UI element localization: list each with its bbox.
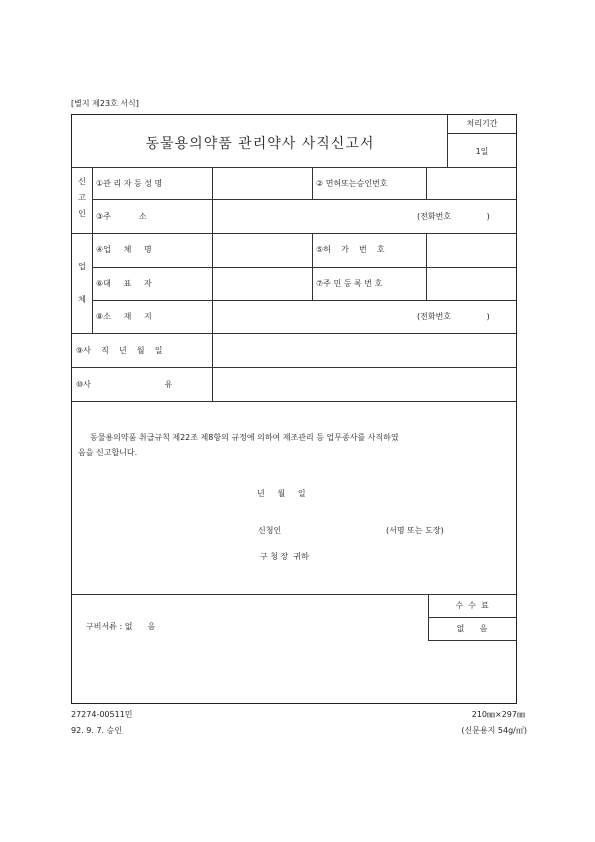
address-phone-label: (전화번호 ) — [417, 212, 490, 221]
date-line: 년 월 일 — [257, 489, 306, 498]
form-title: 동물용의약품 관리약사 사직신고서 — [145, 136, 375, 152]
form-number-label: [별지 제23호 서식] — [71, 99, 139, 108]
footer-paper: (신문용지 54g/㎡) — [461, 726, 527, 735]
permit-number-label: ⑤허 가 번 호 — [316, 245, 385, 254]
addressee: 구 청 장 귀하 — [260, 552, 309, 561]
location-label: ⑧소 재 지 — [96, 312, 152, 321]
company-side-label-1: 업 — [78, 262, 86, 271]
applicant-label: 신청인 — [258, 526, 282, 535]
reporter-side-label-1: 신 — [78, 177, 86, 186]
company-side-label-3: 체 — [78, 295, 86, 304]
report-form — [71, 114, 517, 704]
signature-label: (서명 또는 도장) — [386, 526, 444, 535]
company-name-label: ④업 체 명 — [96, 245, 152, 254]
address-label: ③주 소 — [96, 212, 147, 221]
fee-label: 수 수 료 — [455, 601, 489, 610]
location-phone-label: (전화번호 ) — [417, 312, 490, 321]
license-number-label: ② 면허또는승인번호 — [316, 179, 388, 188]
declaration-text-line1: 동물용의약품 취급규칙 제22조 제8항의 규정에 의하여 제조관리 등 업무종사를 사직하였 — [90, 433, 399, 442]
declaration-text-line2: 음을 신고합니다. — [78, 448, 138, 457]
reason-label: ⑩사 유 — [76, 380, 173, 389]
attachments-label: 구비서류 : 없 음 — [86, 622, 156, 631]
representative-label: ⑥대 표 자 — [96, 279, 152, 288]
footer-size: 210㎜×297㎜ — [471, 710, 525, 719]
reporter-side-label-2: 고 — [78, 193, 86, 202]
processing-period-value: 1일 — [475, 147, 489, 156]
footer-date: 92. 9. 7. 승인 — [71, 726, 123, 735]
fee-value: 없 음 — [456, 624, 488, 633]
footer-code: 27274-00511민 — [71, 710, 133, 719]
manager-name-label: ①관 리 자 등 성 명 — [96, 179, 163, 188]
reporter-side-label-3: 인 — [78, 209, 86, 218]
resident-number-label: ⑦주 민 등 록 번 호 — [316, 279, 383, 288]
processing-period-label: 처리기간 — [466, 119, 498, 128]
resignation-date-label: ⑨사 직 년 월 일 — [76, 346, 163, 355]
